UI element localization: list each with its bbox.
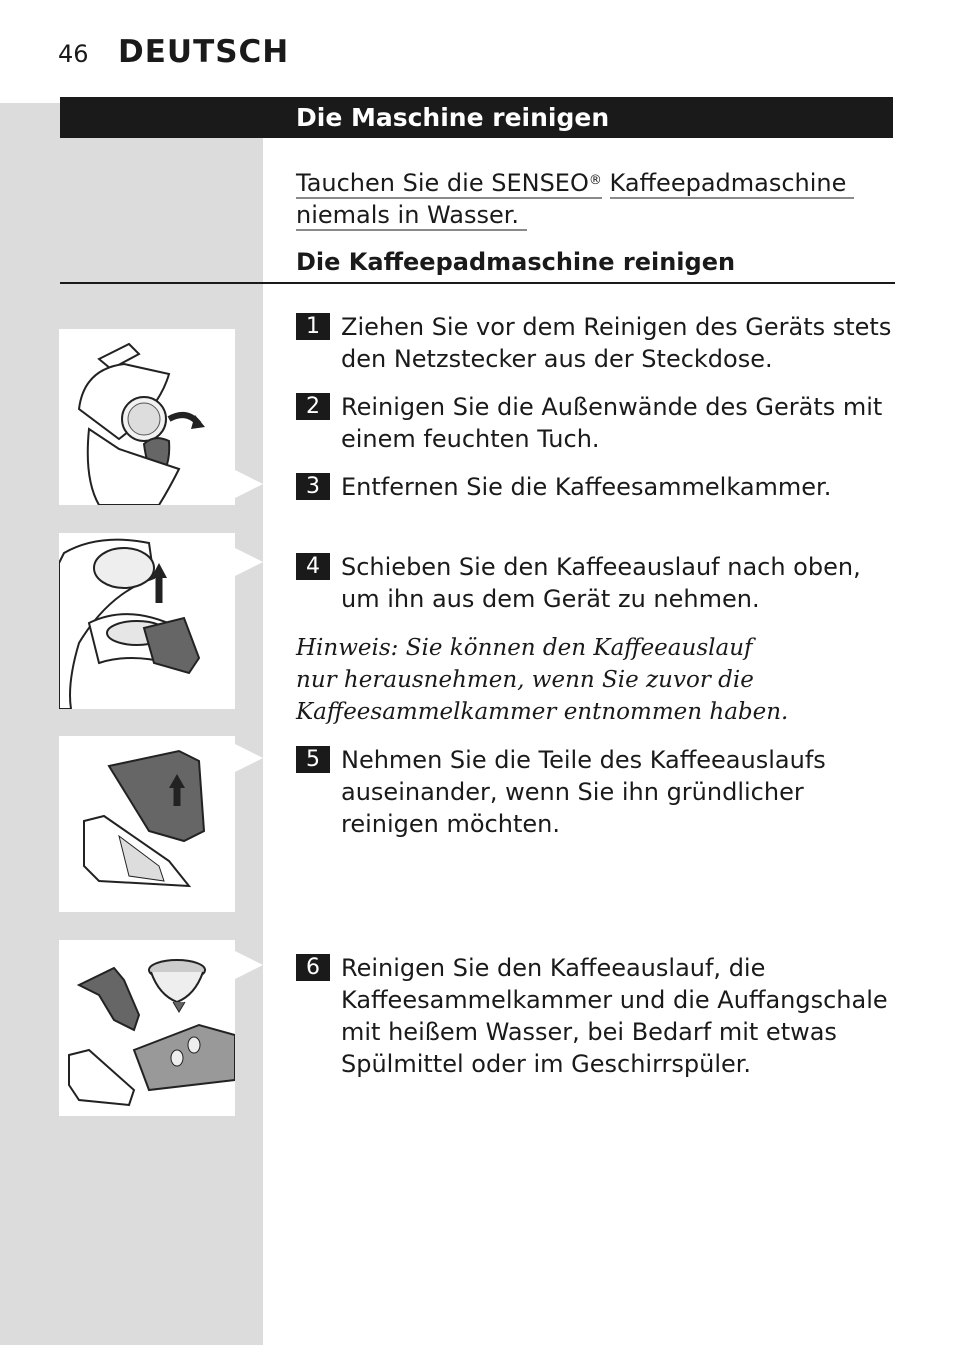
illustration-slide-spout [59,533,235,709]
step-5 [296,744,896,840]
step-number: 3 [296,473,330,500]
pointer-notch-4 [235,951,263,979]
horizontal-rule [60,282,895,284]
pointer-notch-2 [235,548,263,576]
pointer-notch-1 [235,470,263,498]
page-number: 46 [58,40,89,68]
step-number: 6 [296,954,330,981]
language-title: DEUTSCH [118,34,290,70]
step-number: 4 [296,553,330,580]
warning-part-3: niemals in Wasser. [296,201,520,229]
illustration-remove-chamber [59,329,235,505]
spout-parts-illustration [59,736,235,912]
warning-part-2: Kaffeepadmaschine [609,169,847,197]
warning-segment-1 [296,169,602,199]
section-header-bar [60,97,893,138]
parts-washing-illustration [59,940,235,1116]
warning-segment-2 [610,169,855,199]
step-text: Entfernen Sie die Kaffeesammelkammer. [341,473,832,501]
registered-mark: ® [588,173,602,188]
note-text [296,632,796,728]
warning-text [296,167,856,231]
step-text: Ziehen Sie vor dem Reinigen des Geräts stets den Netzstecker aus der Steckdose. [341,313,892,373]
step-number: 1 [296,313,330,340]
step-text: Schieben Sie den Kaffeeauslauf nach oben, um ihn aus dem Gerät zu nehmen. [341,553,861,613]
note-line-2: nur herausnehmen, wenn Sie zuvor die [296,667,754,693]
machine-chamber-illustration [59,329,235,505]
left-sidebar [0,103,263,1345]
subsection-title: Die Kaffeepadmaschine reinigen [296,248,736,276]
section-title: Die Maschine reinigen [296,103,610,132]
note-line-1: Hinweis: Sie können den Kaffeeauslauf [296,635,753,661]
step-text: Nehmen Sie die Teile des Kaffeeauslaufs auseinander, wenn Sie ihn gründlicher reinigen möchten. [341,746,826,838]
step-2 [296,391,896,455]
step-3 [296,471,896,503]
warning-part-1: Tauchen Sie die SENSEO [296,169,589,197]
step-4 [296,551,896,615]
note-line-3: Kaffeesammelkammer entnommen haben. [296,699,789,725]
step-text: Reinigen Sie den Kaffeeauslauf, die Kaffeesammelkammer und die Auffangschale mit heißem Wasser, bei Bedarf mit etwas Spülmittel oder im Geschirrspüler. [341,954,888,1078]
step-text: Reinigen Sie die Außenwände des Geräts mit einem feuchten Tuch. [341,393,883,453]
warning-segment-3 [296,201,527,231]
machine-spout-illustration [59,533,235,709]
pointer-notch-3 [235,744,263,772]
step-number: 5 [296,746,330,773]
step-1 [296,311,896,375]
step-6 [296,952,896,1080]
step-number: 2 [296,393,330,420]
illustration-disassemble-spout [59,736,235,912]
illustration-clean-parts [59,940,235,1116]
